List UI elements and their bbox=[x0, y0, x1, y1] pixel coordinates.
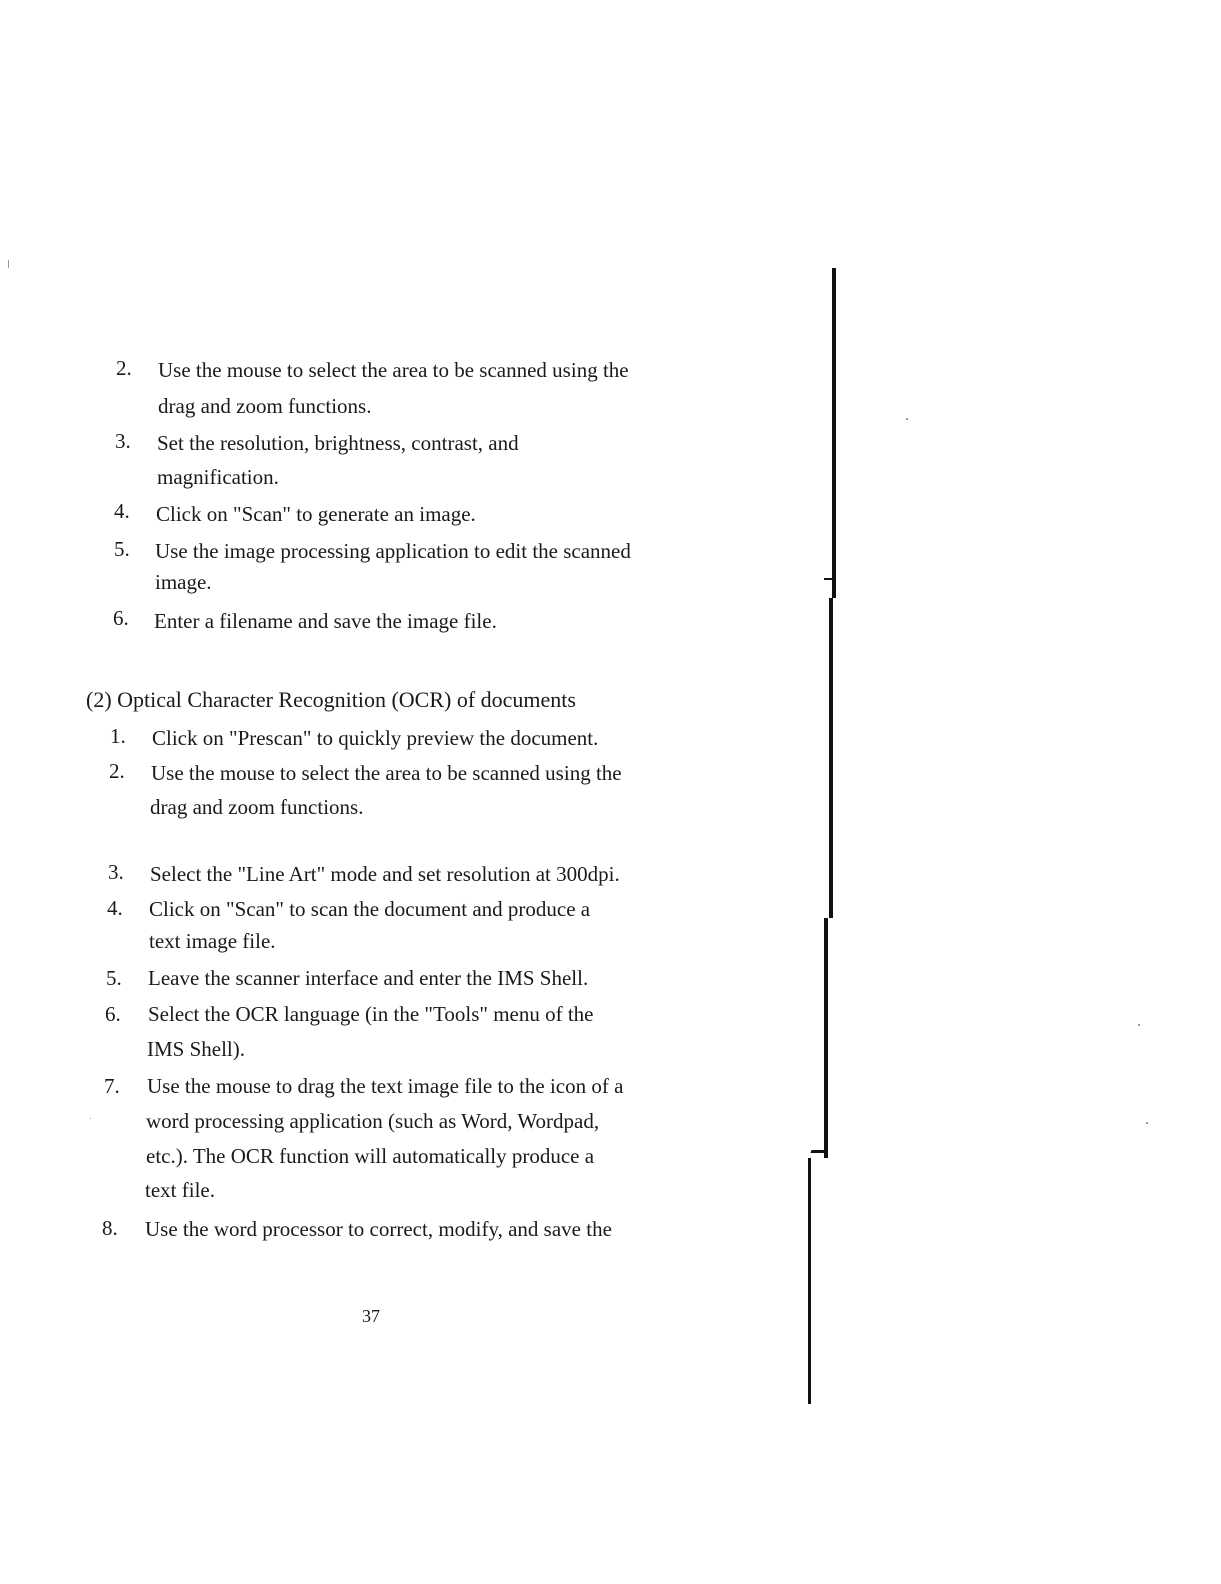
scan-edge-line bbox=[810, 1150, 825, 1153]
list-number: 6. bbox=[105, 1002, 121, 1026]
list-number: 5. bbox=[114, 537, 130, 561]
list-item-line: Use the mouse to drag the text image file to the icon of a bbox=[147, 1074, 624, 1098]
list-item-line: IMS Shell). bbox=[147, 1037, 246, 1061]
list-number: 3. bbox=[115, 429, 131, 453]
list-number: 4. bbox=[114, 499, 130, 523]
list-item-line: Enter a filename and save the image file. bbox=[154, 609, 497, 633]
list-item-line: etc.). The OCR function will automatically produce a bbox=[146, 1144, 595, 1168]
list-item-line: Use the mouse to select the area to be scanned using the bbox=[158, 358, 629, 382]
scan-edge-line bbox=[808, 1158, 811, 1404]
list-item-line: Click on "Scan" to generate an image. bbox=[156, 502, 476, 526]
list-item-line: Leave the scanner interface and enter the IMS Shell. bbox=[148, 966, 589, 990]
list-item-line: Click on "Prescan" to quickly preview the document. bbox=[152, 726, 599, 750]
scan-speck bbox=[90, 1118, 91, 1119]
list-item-line: text image file. bbox=[149, 929, 276, 953]
list-item-line: Click on "Scan" to scan the document and produce a bbox=[149, 897, 591, 921]
list-item-line: drag and zoom functions. bbox=[150, 795, 364, 819]
page-number: 37 bbox=[362, 1306, 380, 1326]
list-item-line: Use the image processing application to edit the scanned bbox=[155, 539, 631, 563]
list-item-line: word processing application (such as Word, Wordpad, bbox=[146, 1109, 600, 1133]
list-item-line: text file. bbox=[145, 1178, 215, 1202]
scan-speck bbox=[1138, 1024, 1140, 1026]
list-number: 7. bbox=[104, 1074, 120, 1098]
scan-speck bbox=[906, 418, 908, 420]
list-number: 5. bbox=[106, 966, 122, 990]
list-number: 2. bbox=[109, 759, 125, 783]
list-number: 8. bbox=[102, 1216, 118, 1240]
scan-edge-line bbox=[832, 268, 836, 598]
list-item-line: drag and zoom functions. bbox=[158, 394, 372, 418]
list-item-line: image. bbox=[155, 570, 212, 594]
list-number: 1. bbox=[110, 724, 126, 748]
list-number: 3. bbox=[108, 860, 124, 884]
list-item-line: Select the OCR language (in the "Tools" menu of the bbox=[148, 1002, 594, 1026]
scan-speck bbox=[8, 260, 9, 268]
list-number: 2. bbox=[116, 356, 132, 380]
list-number: 6. bbox=[113, 606, 129, 630]
section-heading: (2) Optical Character Recognition (OCR) of documents bbox=[86, 687, 576, 712]
list-item-line: Use the mouse to select the area to be scanned using the bbox=[151, 761, 622, 785]
scan-edge-line bbox=[824, 918, 828, 1158]
scan-edge-tick bbox=[824, 578, 832, 580]
list-item-line: Use the word processor to correct, modify, and save the bbox=[145, 1217, 612, 1241]
list-number: 4. bbox=[107, 896, 123, 920]
list-item-line: Set the resolution, brightness, contrast, and bbox=[157, 431, 519, 455]
list-item-line: magnification. bbox=[157, 465, 279, 489]
list-item-line: Select the "Line Art" mode and set resolution at 300dpi. bbox=[150, 862, 620, 886]
scan-speck bbox=[1146, 1122, 1148, 1124]
scan-edge-line bbox=[829, 598, 833, 918]
